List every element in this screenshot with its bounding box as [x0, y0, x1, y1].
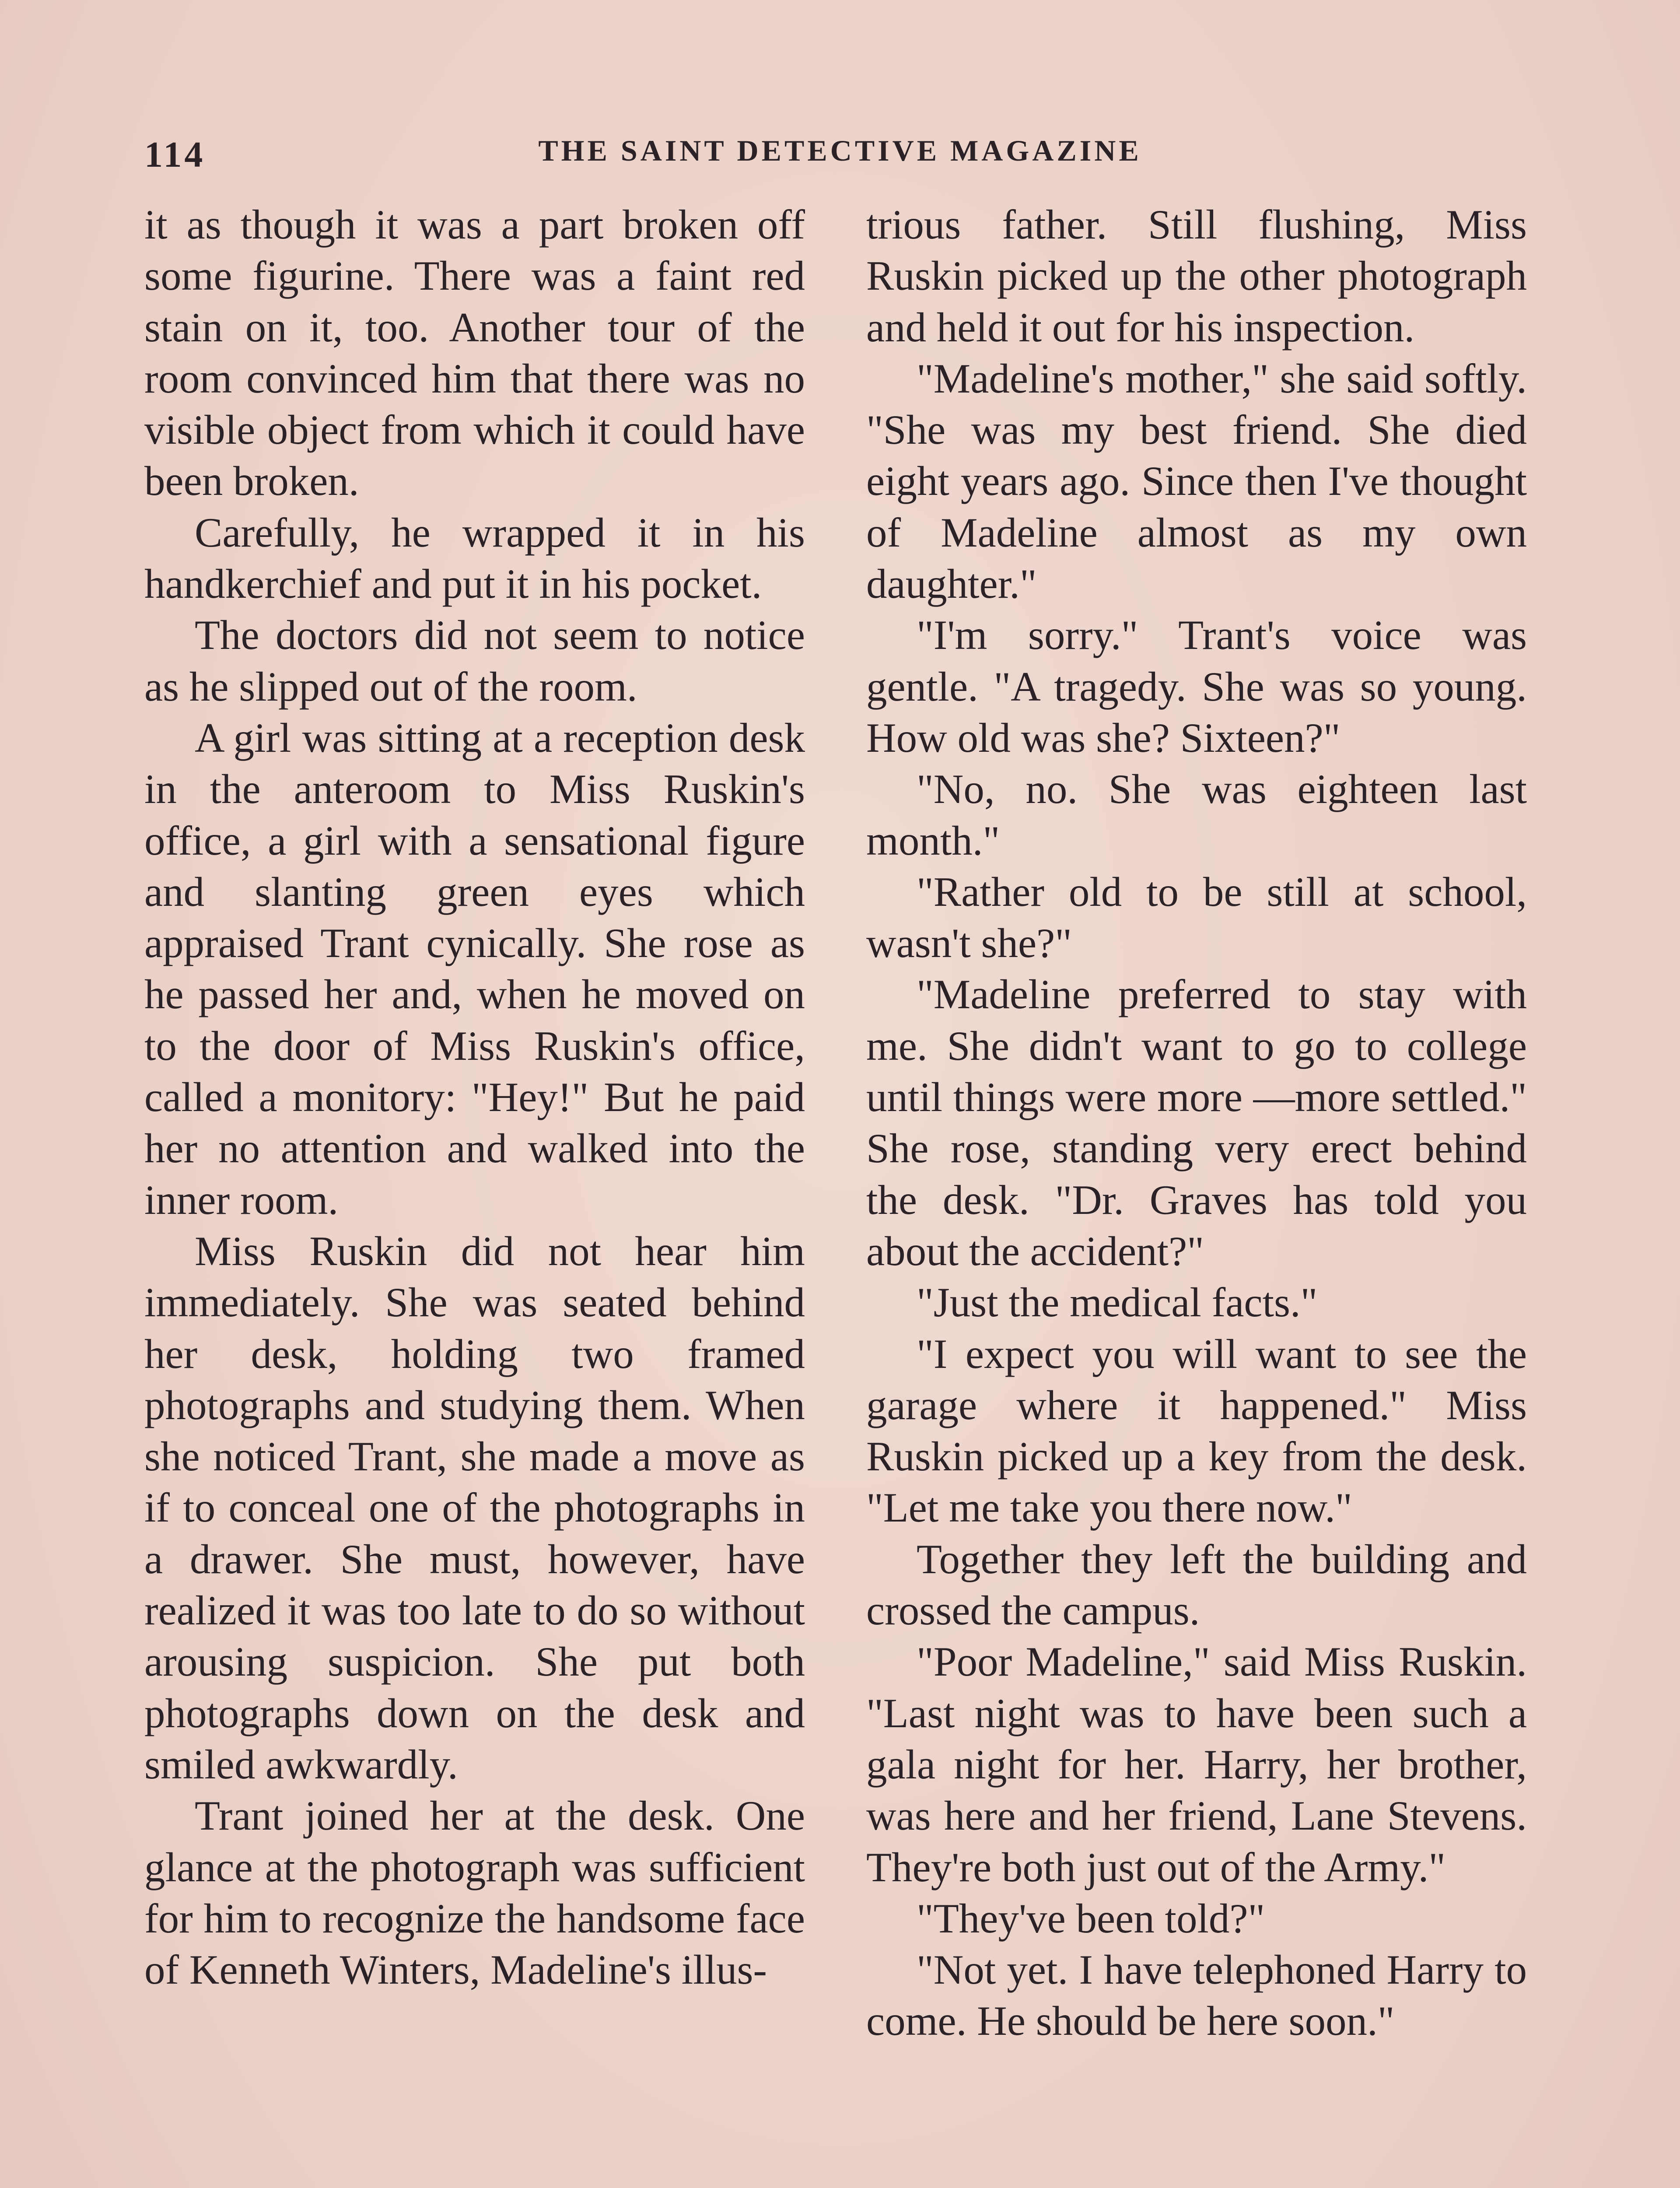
- magazine-title: THE SAINT DETECTIVE MAGAZINE: [538, 134, 1142, 167]
- paragraph: "Madeline's mother," she said softly. "She was my best friend. She died eight years ago. Since then I've thought of Madeline almost as my own daughter.": [866, 355, 1527, 607]
- paragraph: Trant joined her at the desk. One glance at the photograph was sufficient for him to recognize the handsome face of Kenneth Winters, Madeline's illus-: [144, 1792, 805, 1993]
- paragraph: trious father. Still flushing, Miss Ruskin picked up the other photograph and held it out for his inspection.: [866, 201, 1527, 351]
- right-column: [866, 199, 1527, 2047]
- left-column: [144, 199, 805, 1995]
- paragraph: "Not yet. I have telephoned Harry to come. He should be here soon.": [866, 1946, 1527, 2044]
- paragraph: "Poor Madeline," said Miss Ruskin. "Last night was to have been such a gala night for her. Harry, her brother, was here and her friend, Lane Stevens. They're both just out of the Army.": [866, 1638, 1527, 1890]
- paragraph: The doctors did not seem to notice as he slipped out of the room.: [144, 612, 805, 710]
- paragraph: A girl was sitting at a reception desk in the anteroom to Miss Ruskin's office, a girl with a sensational figure and slanting green eyes which appraised Trant cynically. She rose as he passed her and, when he moved on to the door of Miss Ruskin's office, called a monitory: "Hey!" But he paid her no attention and walked into the inner room.: [144, 714, 805, 1223]
- running-head: [144, 133, 1536, 182]
- paragraph: Miss Ruskin did not hear him immediately. She was seated behind her desk, holding two framed photographs and studying them. When she noticed Trant, she made a move as if to conceal one of the photographs in a drawer. She must, however, have realized it was too late to do so without arousing suspicion. She put both photographs down on the desk and smiled awkwardly.: [144, 1227, 805, 1788]
- paragraph: it as though it was a part broken off some figurine. There was a faint red stain on it, too. Another tour of the room convinced him that there was no visible object from which it could have been broken.: [144, 201, 805, 505]
- paragraph: "Madeline preferred to stay with me. She didn't want to go to college until things were more —more settled." She rose, standing very erect behind the desk. "Dr. Graves has told you about the accident?": [866, 971, 1527, 1274]
- paragraph: "I expect you will want to see the garage where it happened." Miss Ruskin picked up a key from the desk. "Let me take you there now.": [866, 1330, 1527, 1531]
- page-number: 114: [144, 134, 206, 175]
- paragraph: Carefully, he wrapped it in his handkerchief and put it in his pocket.: [144, 509, 805, 607]
- paragraph: "Just the medical facts.": [917, 1279, 1318, 1326]
- paragraph: "Rather old to be still at school, wasn't she?": [866, 868, 1527, 967]
- paragraph: "They've been told?": [917, 1895, 1265, 1942]
- paragraph: Together they left the building and crossed the campus.: [866, 1536, 1527, 1634]
- paragraph: "No, no. She was eighteen last month.": [866, 766, 1527, 864]
- paragraph: "I'm sorry." Trant's voice was gentle. "A tragedy. She was so young. How old was she? Sixteen?": [866, 612, 1527, 761]
